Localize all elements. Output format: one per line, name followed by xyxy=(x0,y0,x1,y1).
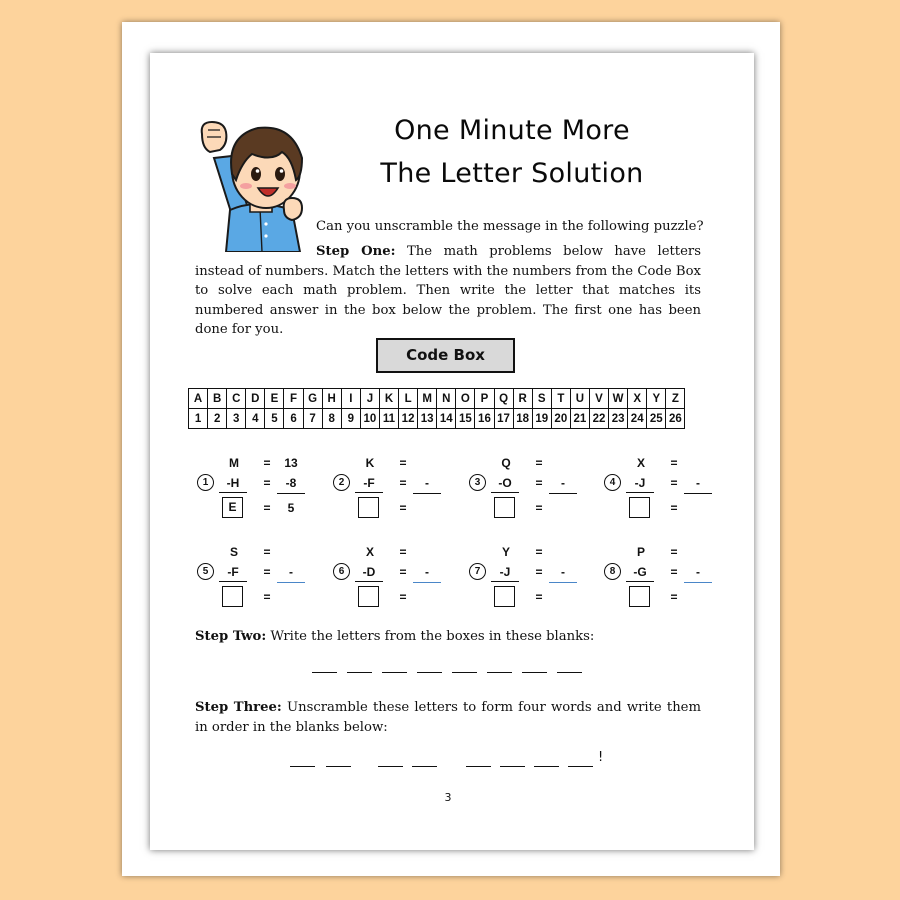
code-letter-cell: H xyxy=(322,389,341,409)
step-two-blanks[interactable] xyxy=(312,672,584,674)
math-problem xyxy=(469,545,589,605)
intro-text: Can you unscramble the message in the following puzzle? xyxy=(316,219,704,234)
code-number-cell: 5 xyxy=(265,409,284,429)
equals-sign: = xyxy=(263,545,271,559)
subtract-value-blank[interactable]: - xyxy=(413,476,441,494)
code-table xyxy=(188,388,685,429)
equals-sign: = xyxy=(535,565,543,579)
code-letter-cell: Z xyxy=(666,389,685,409)
subtract-letter: -G xyxy=(626,565,654,582)
answer-box[interactable] xyxy=(358,497,379,518)
code-letter-cell: K xyxy=(379,389,398,409)
equals-sign: = xyxy=(263,456,271,470)
equals-sign: = xyxy=(399,565,407,579)
step-three-label: Step Three: xyxy=(195,700,282,715)
problem-number: 7 xyxy=(469,563,486,580)
step-three-body: Unscramble these letters to form four words and write them in order in the blanks below: xyxy=(195,700,701,735)
answer-box[interactable]: E xyxy=(222,497,243,518)
math-problem xyxy=(197,456,317,516)
code-letter-cell: U xyxy=(570,389,589,409)
code-letter-cell: X xyxy=(628,389,647,409)
code-number-cell: 10 xyxy=(360,409,379,429)
code-letter-cell: B xyxy=(208,389,227,409)
subtract-letter: -D xyxy=(355,565,383,582)
subtract-value-blank[interactable]: - xyxy=(684,565,712,583)
code-letter-cell: Y xyxy=(647,389,666,409)
math-problem xyxy=(333,456,453,516)
equals-sign: = xyxy=(670,476,678,490)
math-problem xyxy=(333,545,453,605)
code-letter-cell: G xyxy=(303,389,322,409)
code-letter-cell: Q xyxy=(494,389,513,409)
code-number-cell: 21 xyxy=(570,409,589,429)
title-line-1: One Minute More xyxy=(394,115,630,146)
problem-number: 3 xyxy=(469,474,486,491)
equals-sign: = xyxy=(535,590,543,604)
subtract-letter: -O xyxy=(491,476,519,493)
subtract-value-blank[interactable]: - xyxy=(413,565,441,583)
subtract-value-blank[interactable]: -8 xyxy=(277,476,305,494)
code-number-cell: 8 xyxy=(322,409,341,429)
equals-sign: = xyxy=(670,456,678,470)
code-number-cell: 15 xyxy=(456,409,475,429)
code-number-cell: 20 xyxy=(551,409,570,429)
code-letter-cell: W xyxy=(609,389,628,409)
final-exclamation: ! xyxy=(598,750,604,765)
problem-number: 5 xyxy=(197,563,214,580)
equals-sign: = xyxy=(535,501,543,515)
step-three-text xyxy=(195,698,701,737)
subtract-letter: -F xyxy=(355,476,383,493)
result-value: 5 xyxy=(287,501,295,515)
problem-number: 6 xyxy=(333,563,350,580)
equals-sign: = xyxy=(399,476,407,490)
top-letter: P xyxy=(636,545,645,559)
code-number-cell: 23 xyxy=(609,409,628,429)
step-one-body: The math problems below have letters instead of numbers. Match the letters with the numbers from the Code Box to solve each math problem. Then write the letter that matches its numbered answer in the box below the problem. The first one has been done for you. xyxy=(195,244,701,337)
subtract-letter: -F xyxy=(219,565,247,582)
equals-sign: = xyxy=(399,545,407,559)
top-letter: Q xyxy=(501,456,511,470)
top-letter: Y xyxy=(501,545,510,559)
math-problem xyxy=(197,545,317,605)
top-value: 13 xyxy=(284,456,298,470)
equals-sign: = xyxy=(535,476,543,490)
math-problem xyxy=(469,456,589,516)
page-number: 3 xyxy=(444,791,452,804)
code-letter-cell: L xyxy=(399,389,418,409)
code-letter-cell: T xyxy=(551,389,570,409)
problem-number: 2 xyxy=(333,474,350,491)
subtract-letter: -J xyxy=(491,565,519,582)
top-letter: S xyxy=(229,545,238,559)
code-letter-cell: N xyxy=(437,389,456,409)
code-letter-cell: P xyxy=(475,389,494,409)
title-line-2: The Letter Solution xyxy=(380,158,644,189)
step-two-label: Step Two: xyxy=(195,629,267,644)
code-letter-cell: J xyxy=(360,389,379,409)
code-letter-cell: A xyxy=(189,389,208,409)
code-letter-cell: F xyxy=(284,389,303,409)
subtract-value-blank[interactable]: - xyxy=(277,565,305,583)
code-number-cell: 19 xyxy=(532,409,551,429)
code-number-cell: 12 xyxy=(399,409,418,429)
equals-sign: = xyxy=(263,565,271,579)
problem-number: 4 xyxy=(604,474,621,491)
equals-sign: = xyxy=(263,476,271,490)
code-number-cell: 1 xyxy=(189,409,208,429)
problem-number: 1 xyxy=(197,474,214,491)
answer-box[interactable] xyxy=(629,497,650,518)
code-number-cell: 11 xyxy=(379,409,398,429)
code-letter-cell: S xyxy=(532,389,551,409)
code-number-cell: 25 xyxy=(647,409,666,429)
code-number-cell: 13 xyxy=(418,409,437,429)
code-letter-cell: M xyxy=(418,389,437,409)
code-number-cell: 7 xyxy=(303,409,322,429)
boy-illustration xyxy=(196,118,318,252)
equals-sign: = xyxy=(263,590,271,604)
top-letter: M xyxy=(229,456,239,470)
equals-sign: = xyxy=(670,590,678,604)
code-number-cell: 24 xyxy=(628,409,647,429)
code-number-cell: 4 xyxy=(246,409,265,429)
code-number-cell: 6 xyxy=(284,409,303,429)
equals-sign: = xyxy=(263,501,271,515)
equals-sign: = xyxy=(535,545,543,559)
code-letter-cell: C xyxy=(227,389,246,409)
equals-sign: = xyxy=(670,565,678,579)
answer-box[interactable] xyxy=(358,586,379,607)
code-box-label: Code Box xyxy=(376,338,515,373)
equals-sign: = xyxy=(399,501,407,515)
answer-box[interactable] xyxy=(494,586,515,607)
code-number-cell: 14 xyxy=(437,409,456,429)
subtract-value-blank[interactable]: - xyxy=(684,476,712,494)
subtract-value-blank[interactable]: - xyxy=(549,476,577,494)
code-number-cell: 3 xyxy=(227,409,246,429)
code-letters-row xyxy=(189,389,685,409)
code-number-cell: 16 xyxy=(475,409,494,429)
math-problem xyxy=(604,545,724,605)
step-two-text xyxy=(195,627,701,647)
step-one-text xyxy=(195,242,701,340)
subtract-value-blank[interactable]: - xyxy=(549,565,577,583)
step-two-body: Write the letters from the boxes in these blanks: xyxy=(266,629,595,644)
code-numbers-row xyxy=(189,409,685,429)
equals-sign: = xyxy=(535,456,543,470)
top-letter: K xyxy=(365,456,375,470)
code-letter-cell: R xyxy=(513,389,532,409)
code-letter-cell: D xyxy=(246,389,265,409)
code-number-cell: 26 xyxy=(666,409,685,429)
step-three-blanks[interactable] xyxy=(290,766,600,768)
math-problem xyxy=(604,456,724,516)
answer-box[interactable] xyxy=(222,586,243,607)
answer-box[interactable] xyxy=(494,497,515,518)
code-number-cell: 22 xyxy=(589,409,608,429)
step-one-label: Step One: xyxy=(316,244,396,259)
code-letter-cell: E xyxy=(265,389,284,409)
equals-sign: = xyxy=(670,501,678,515)
top-letter: X xyxy=(365,545,374,559)
subtract-letter: -H xyxy=(219,476,247,493)
subtract-letter: -J xyxy=(626,476,654,493)
code-number-cell: 2 xyxy=(208,409,227,429)
equals-sign: = xyxy=(399,590,407,604)
code-letter-cell: I xyxy=(341,389,360,409)
top-letter: X xyxy=(636,456,645,470)
equals-sign: = xyxy=(670,545,678,559)
code-number-cell: 17 xyxy=(494,409,513,429)
code-number-cell: 18 xyxy=(513,409,532,429)
answer-box[interactable] xyxy=(629,586,650,607)
code-number-cell: 9 xyxy=(341,409,360,429)
code-letter-cell: O xyxy=(456,389,475,409)
problem-number: 8 xyxy=(604,563,621,580)
equals-sign: = xyxy=(399,456,407,470)
code-letter-cell: V xyxy=(589,389,608,409)
